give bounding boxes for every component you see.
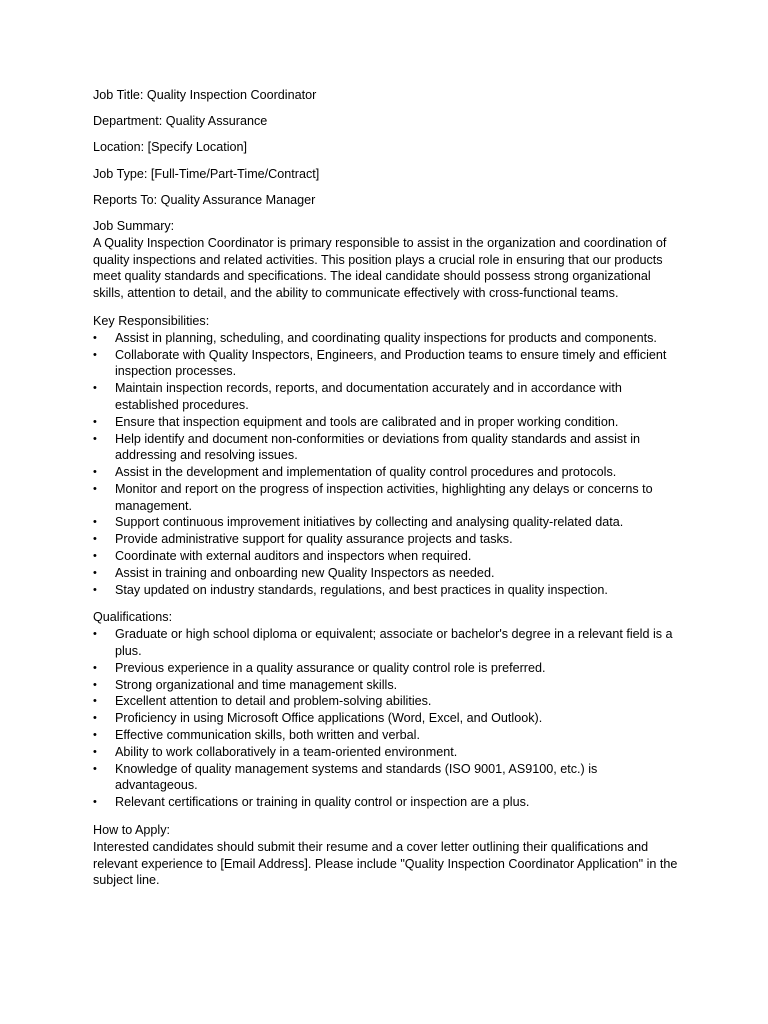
responsibilities-section xyxy=(93,313,683,599)
bullet-icon: • xyxy=(93,796,97,809)
bullet-icon: • xyxy=(93,566,97,579)
job-summary-text: A Quality Inspection Coordinator is primary responsible to assist in the organization and coordination of quality inspections and related activities. This position plays a crucial role in ensuring that our products meet quality standards and specifications. The ideal candidate should possess strong organizational skills, attention to detail, and the ability to communicate effectively with cross-functional teams. xyxy=(93,235,667,301)
bullet-icon: • xyxy=(93,533,97,546)
qualifications-section xyxy=(93,609,683,811)
list-item-text: Assist in the development and implementation of quality control procedures and protocols. xyxy=(115,465,617,480)
list-item xyxy=(93,330,683,347)
list-item xyxy=(93,660,683,677)
list-item-text: Support continuous improvement initiatives by collecting and analysing quality-related data. xyxy=(115,515,624,530)
qualifications-list xyxy=(93,626,683,811)
list-item-text: Previous experience in a quality assurance or quality control role is preferred. xyxy=(115,660,546,675)
bullet-icon: • xyxy=(93,661,97,674)
list-item xyxy=(93,380,683,414)
list-item xyxy=(93,514,683,531)
list-item-text: Ability to work collaboratively in a team-oriented environment. xyxy=(115,744,458,759)
how-to-apply-section xyxy=(93,822,683,889)
list-item xyxy=(93,626,683,660)
department-field: Department: Quality Assurance xyxy=(93,114,268,129)
list-item xyxy=(93,582,683,599)
list-item xyxy=(93,677,683,694)
bullet-icon: • xyxy=(93,466,97,479)
job-summary-section xyxy=(93,218,683,302)
responsibilities-heading: Key Responsibilities: xyxy=(93,313,210,328)
bullet-icon: • xyxy=(93,348,97,361)
bullet-icon: • xyxy=(93,432,97,445)
list-item-text: Stay updated on industry standards, regulations, and best practices in quality inspection. xyxy=(115,582,608,597)
how-to-apply-heading: How to Apply: xyxy=(93,823,171,838)
list-item xyxy=(93,565,683,582)
list-item xyxy=(93,431,683,465)
qualifications-heading: Qualifications: xyxy=(93,610,173,625)
bullet-icon: • xyxy=(93,382,97,395)
bullet-icon: • xyxy=(93,415,97,428)
list-item-text: Maintain inspection records, reports, and documentation accurately and in accordance with established procedures. xyxy=(115,381,622,412)
reports-to-field: Reports To: Quality Assurance Manager xyxy=(93,192,316,207)
list-item-text: Assist in training and onboarding new Quality Inspectors as needed. xyxy=(115,565,495,580)
bullet-icon: • xyxy=(93,516,97,529)
bullet-icon: • xyxy=(93,550,97,563)
job-summary-heading: Job Summary: xyxy=(93,218,175,233)
list-item-text: Help identify and document non-conformities or deviations from quality standards and assist in addressing and resolving issues. xyxy=(115,431,641,463)
list-item-text: Provide administrative support for quality assurance projects and tasks. xyxy=(115,532,513,547)
bullet-icon: • xyxy=(93,745,97,758)
list-item xyxy=(93,414,683,431)
how-to-apply-text: Interested candidates should submit their resume and a cover letter outlining their qualifications and relevant experience to [Email Address]. Please include "Quality Inspection Coordinator Application" in the subject line. xyxy=(93,839,678,888)
bullet-icon: • xyxy=(93,628,97,641)
list-item-text: Knowledge of quality management systems and standards (ISO 9001, AS9100, etc.) is advantageous. xyxy=(115,761,598,793)
list-item xyxy=(93,744,683,761)
list-item-text: Ensure that inspection equipment and tools are calibrated and in proper working condition. xyxy=(115,414,619,429)
list-item-text: Graduate or high school diploma or equivalent; associate or bachelor's degree in a relevant field is a plus. xyxy=(115,627,673,659)
bullet-icon: • xyxy=(93,712,97,725)
list-item-text: Assist in planning, scheduling, and coordinating quality inspections for products and components. xyxy=(115,330,657,345)
list-item-text: Collaborate with Quality Inspectors, Engineers, and Production teams to ensure timely and efficient inspection processes. xyxy=(115,347,667,379)
bullet-icon: • xyxy=(93,331,97,344)
list-item-text: Monitor and report on the progress of inspection activities, highlighting any delays or concerns to management. xyxy=(115,481,653,513)
list-item xyxy=(93,761,683,795)
list-item xyxy=(93,693,683,710)
list-item xyxy=(93,548,683,565)
list-item xyxy=(93,794,683,811)
document-body xyxy=(93,87,683,889)
list-item-text: Coordinate with external auditors and inspectors when required. xyxy=(115,549,472,564)
bullet-icon: • xyxy=(93,729,97,742)
list-item xyxy=(93,481,683,515)
bullet-icon: • xyxy=(93,583,97,596)
list-item xyxy=(93,710,683,727)
job-title-field: Job Title: Quality Inspection Coordinator xyxy=(93,88,317,102)
list-item-text: Effective communication skills, both written and verbal. xyxy=(115,728,420,743)
list-item-text: Relevant certifications or training in quality control or inspection are a plus. xyxy=(115,795,530,810)
bullet-icon: • xyxy=(93,482,97,495)
list-item xyxy=(93,727,683,744)
location-field: Location: [Specify Location] xyxy=(93,140,248,155)
list-item xyxy=(93,464,683,481)
list-item xyxy=(93,531,683,548)
list-item-text: Excellent attention to detail and problem-solving abilities. xyxy=(115,694,432,709)
bullet-icon: • xyxy=(93,678,97,691)
list-item-text: Proficiency in using Microsoft Office applications (Word, Excel, and Outlook). xyxy=(115,711,543,726)
responsibilities-list xyxy=(93,330,683,599)
job-type-field: Job Type: [Full-Time/Part-Time/Contract] xyxy=(93,166,320,181)
list-item-text: Strong organizational and time management skills. xyxy=(115,677,398,692)
list-item xyxy=(93,347,683,381)
bullet-icon: • xyxy=(93,695,97,708)
bullet-icon: • xyxy=(93,762,97,775)
